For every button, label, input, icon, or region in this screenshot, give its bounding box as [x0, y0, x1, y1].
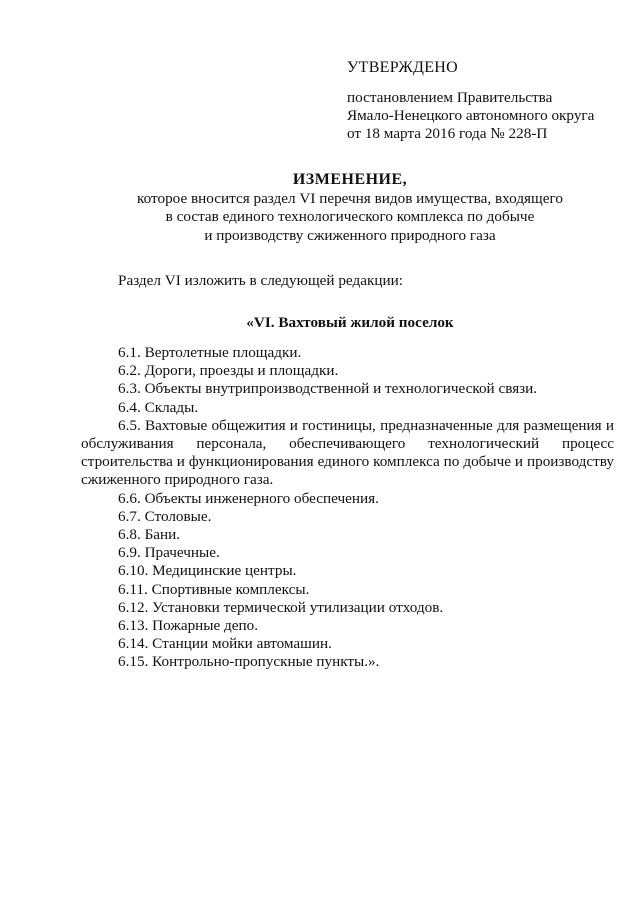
- list-item: 6.9. Прачечные.: [118, 544, 220, 562]
- paragraph-line: строительства и функционирования единого комплекса по добыче и производству: [81, 453, 614, 471]
- list-item: 6.7. Столовые.: [118, 507, 212, 525]
- heading-line: в состав единого технологического комплекса по добыче: [165, 208, 535, 225]
- heading-line: и производству сжиженного природного газа: [204, 226, 496, 244]
- approval-block: [347, 59, 607, 143]
- list-item: 6.4. Склады.: [118, 398, 199, 416]
- list-item: 6.2. Дороги, проезды и площадки.: [118, 362, 339, 380]
- list-item-paragraph: [81, 417, 614, 490]
- intro-paragraph: Раздел VI изложить в следующей редакции:: [118, 272, 403, 289]
- list-item: 6.13. Пожарные депо.: [118, 617, 259, 635]
- list-item: 6.3. Объекты внутрипроизводственной и технологической связи.: [118, 380, 538, 398]
- list-item: 6.6. Объекты инженерного обеспечения.: [118, 489, 379, 507]
- list-item: 6.15. Контрольно-пропускные пункты.».: [118, 653, 380, 671]
- items-list: [81, 344, 614, 672]
- approval-line-region: Ямало-Ненецкого автономного округа: [347, 107, 595, 124]
- approval-line-date: от 18 марта 2016 года № 228-П: [347, 125, 548, 142]
- list-item: 6.12. Установки термической утилизации отходов.: [118, 598, 444, 616]
- section-title: «VI. Вахтовый жилой поселок: [246, 314, 454, 331]
- approval-line-resolution: постановлением Правительства: [347, 89, 553, 106]
- list-item: 6.10. Медицинские центры.: [118, 562, 297, 580]
- paragraph-line: обслуживания персонала, обеспечивающего технологический процесс: [81, 435, 614, 453]
- paragraph-line: 6.5. Вахтовые общежития и гостиницы, предназначенные для размещения и: [118, 416, 614, 434]
- approval-title: УТВЕРЖДЕНО: [347, 59, 459, 76]
- list-item: 6.14. Станции мойки автомашин.: [118, 635, 332, 653]
- paragraph-line: сжиженного природного газа.: [81, 471, 274, 489]
- document-heading: [100, 171, 600, 245]
- list-item: 6.8. Бани.: [118, 526, 181, 544]
- list-item: 6.1. Вертолетные площадки.: [118, 344, 302, 361]
- heading-title: ИЗМЕНЕНИЕ,: [292, 171, 408, 188]
- list-item: 6.11. Спортивные комплексы.: [118, 580, 310, 598]
- heading-line: которое вносится раздел VI перечня видов имущества, входящего: [137, 189, 563, 207]
